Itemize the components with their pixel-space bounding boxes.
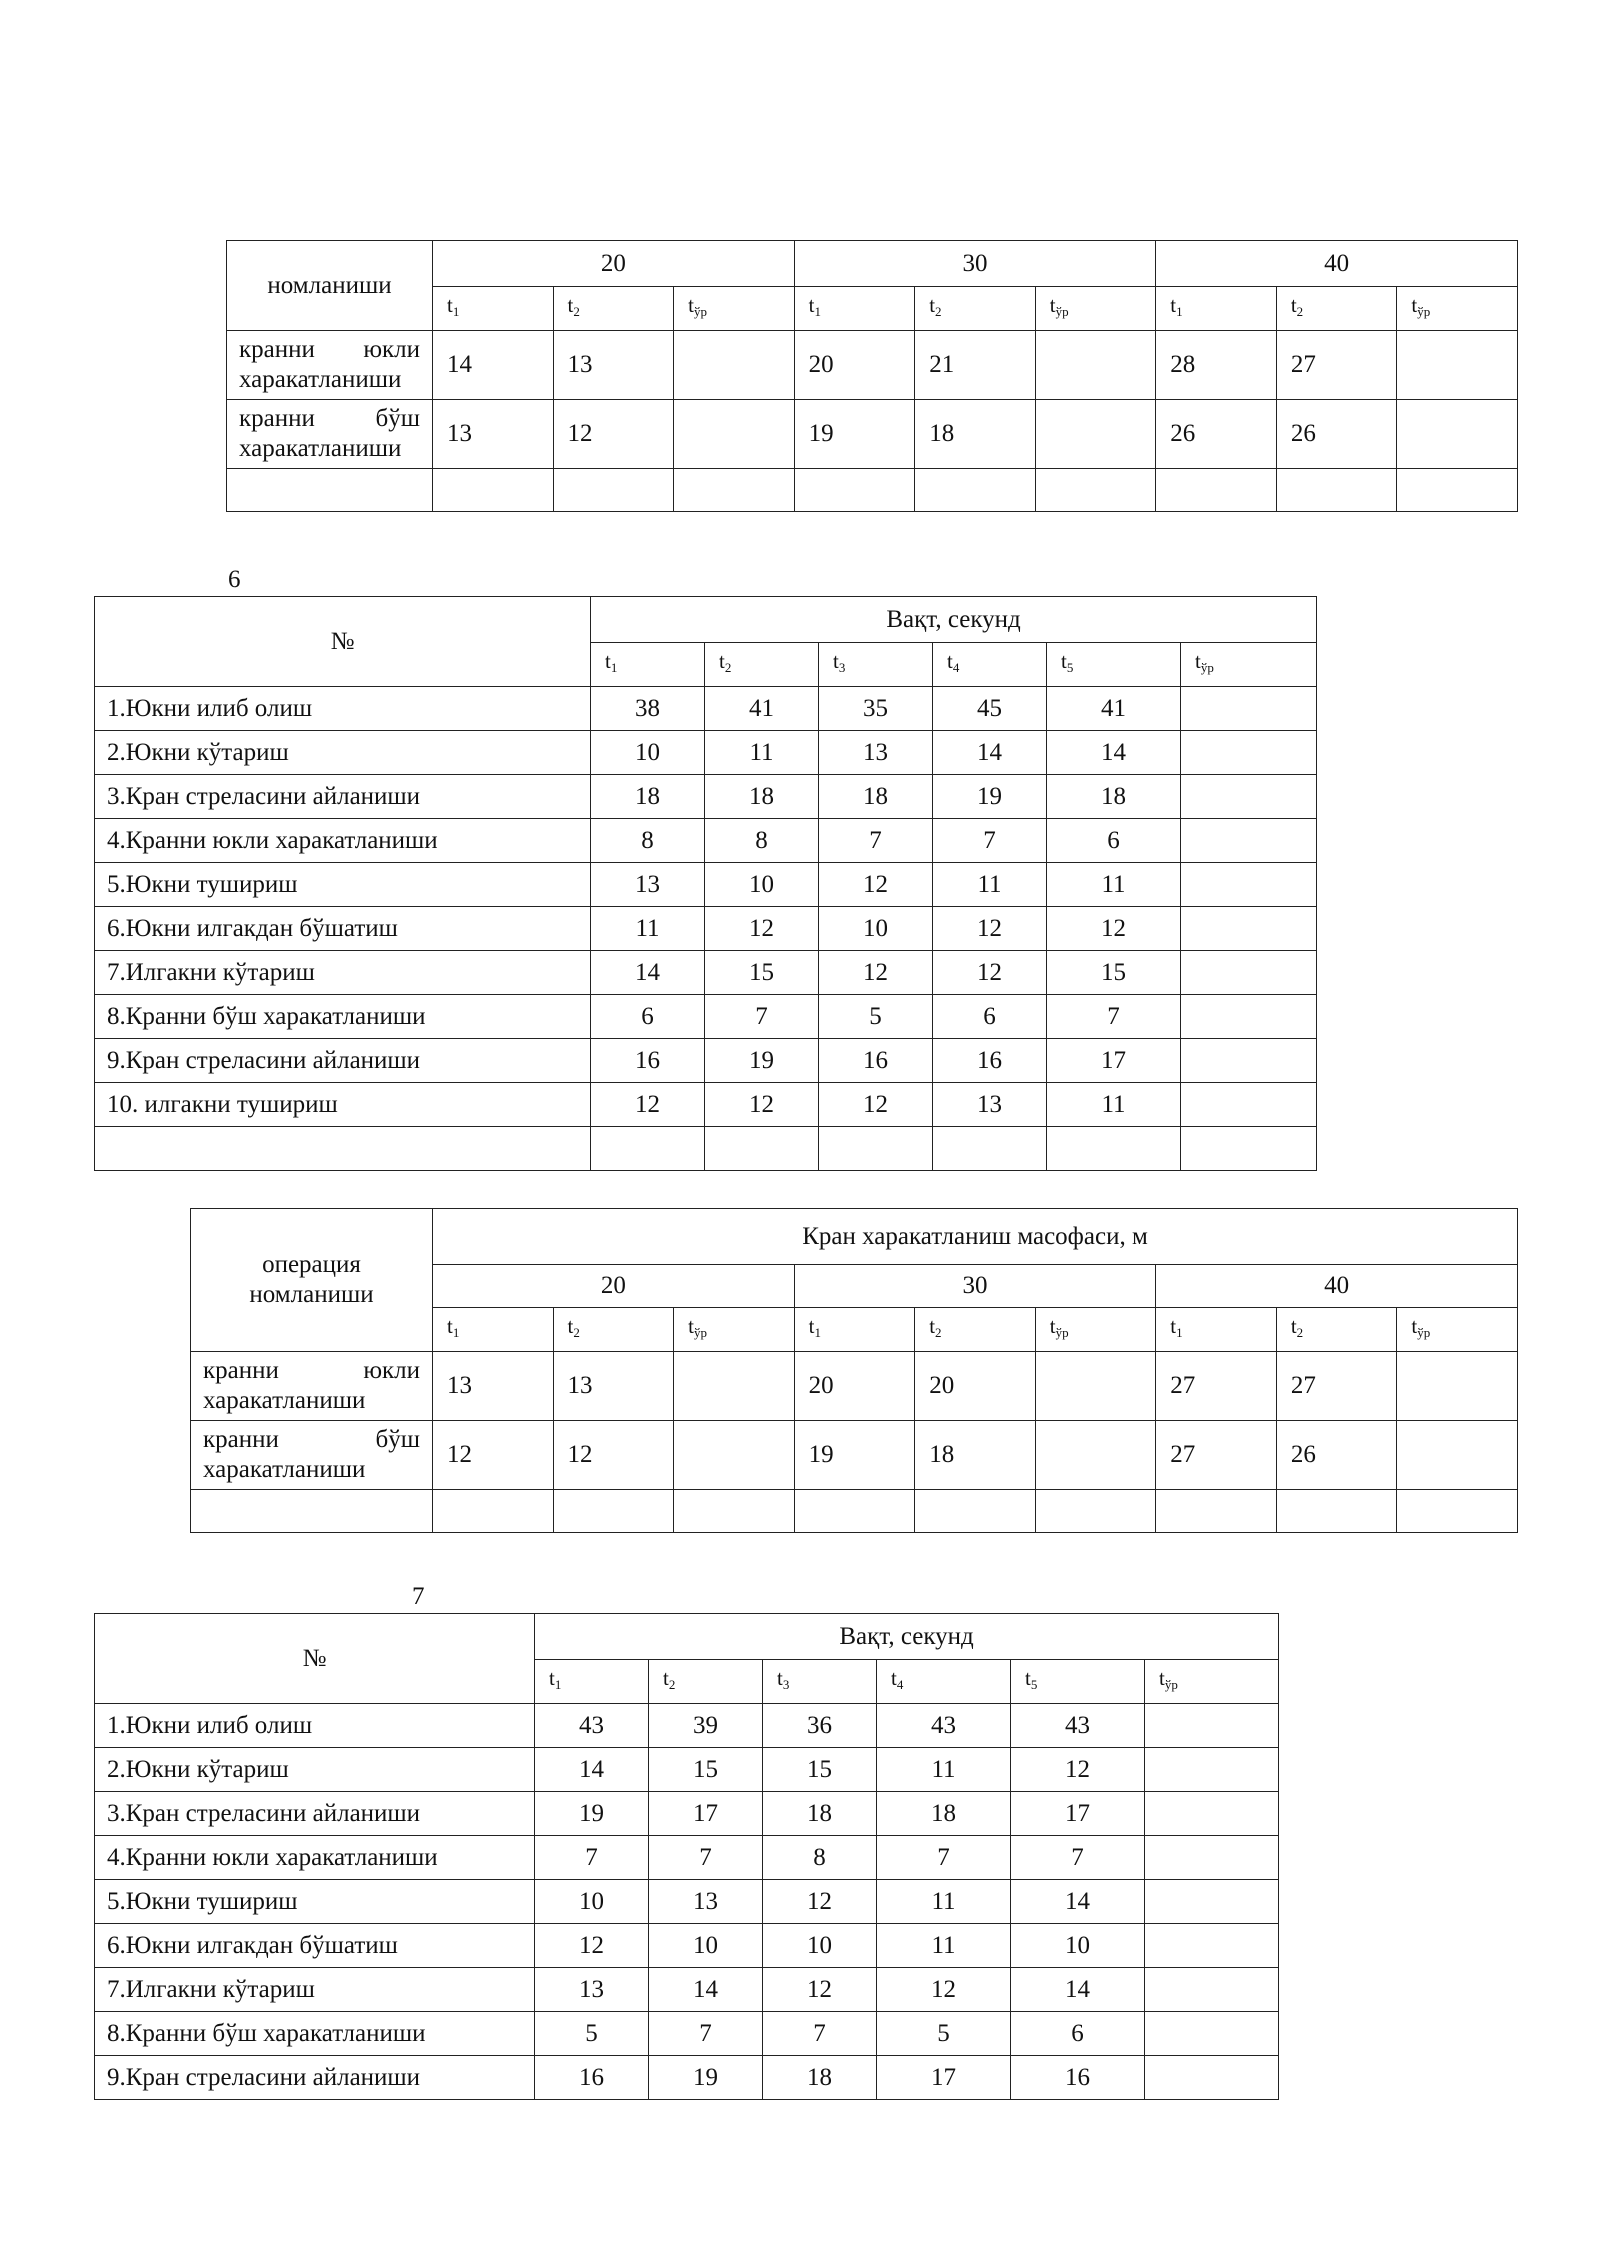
time-value-cell: 35 — [819, 687, 933, 731]
subcol-header: $t_2$ — [553, 287, 674, 331]
time-value-cell: 18 — [763, 2056, 877, 2100]
time-value-cell: 19 — [535, 1792, 649, 1836]
table-row — [95, 687, 1317, 731]
time-value-cell — [1181, 687, 1317, 731]
time-value-cell: 5 — [535, 2012, 649, 2056]
value-cell — [1397, 1421, 1518, 1490]
time-value-cell: 14 — [591, 951, 705, 995]
time-value-cell: 6 — [933, 995, 1047, 1039]
time-value-cell: 15 — [649, 1748, 763, 1792]
time-value-cell: 45 — [933, 687, 1047, 731]
subcol-header: $t_4$ — [877, 1660, 1011, 1704]
time-value-cell: 43 — [535, 1704, 649, 1748]
time-value-cell: 7 — [819, 819, 933, 863]
subcol-header: $t_2$ — [1276, 1308, 1397, 1352]
value-cell: 26 — [1156, 400, 1277, 469]
time-value-cell — [1145, 1704, 1279, 1748]
table-row — [95, 1704, 1279, 1748]
table-row — [95, 1039, 1317, 1083]
value-cell: 21 — [915, 331, 1036, 400]
operation-name-header: операция номланиши — [191, 1209, 433, 1352]
subcol-header: $t_2$ — [553, 1308, 674, 1352]
time-value-cell: 16 — [933, 1039, 1047, 1083]
subcol-header: $t_1$ — [794, 287, 915, 331]
distance-header: 40 — [1156, 1265, 1518, 1308]
value-cell — [674, 400, 795, 469]
value-cell: 27 — [1276, 331, 1397, 400]
value-cell: 28 — [1156, 331, 1277, 400]
time-value-cell: 7 — [933, 819, 1047, 863]
value-cell: 27 — [1156, 1421, 1277, 1490]
time-value-cell: 15 — [1047, 951, 1181, 995]
table-row — [191, 1352, 1518, 1421]
operation-name: 2.Юкни кўтариш — [95, 1748, 535, 1792]
table-row — [95, 863, 1317, 907]
value-cell: 26 — [1276, 1421, 1397, 1490]
subcol-header: $t_2$ — [915, 1308, 1036, 1352]
time-value-cell: 12 — [933, 907, 1047, 951]
operation-name: 6.Юкни илгакдан бўшатиш — [95, 907, 591, 951]
time-value-cell: 15 — [763, 1748, 877, 1792]
time-value-cell: 16 — [819, 1039, 933, 1083]
time-value-cell: 12 — [763, 1880, 877, 1924]
time-value-cell: 18 — [763, 1792, 877, 1836]
subcol-header: $t_3$ — [763, 1660, 877, 1704]
subcol-header: $t_5$ — [1047, 643, 1181, 687]
time-value-cell: 7 — [649, 2012, 763, 2056]
time-value-cell: 16 — [535, 2056, 649, 2100]
value-cell: 12 — [433, 1421, 554, 1490]
operation-name-header: номланиши — [227, 241, 433, 331]
operation-name: 4.Кранни юкли харакатланиши — [95, 1836, 535, 1880]
subcol-header: $t_4$ — [933, 643, 1047, 687]
operation-name: 7.Илгакни кўтариш — [95, 951, 591, 995]
operation-name: 8.Кранни бўш харакатланиши — [95, 995, 591, 1039]
time-value-cell: 6 — [1011, 2012, 1145, 2056]
time-value-cell: 12 — [591, 1083, 705, 1127]
subcol-header: $t_1$ — [794, 1308, 915, 1352]
operation-name: 5.Юкни тушириш — [95, 1880, 535, 1924]
value-cell: 13 — [433, 1352, 554, 1421]
time-value-cell: 7 — [535, 1836, 649, 1880]
time-value-cell: 43 — [1011, 1704, 1145, 1748]
subcol-header: $t_1$ — [1156, 1308, 1277, 1352]
operation-name: 1.Юкни илиб олиш — [95, 1704, 535, 1748]
distance-group-header: Кран харакатланиш масофаси, м — [433, 1209, 1518, 1265]
time-value-cell: 7 — [1047, 995, 1181, 1039]
time-value-cell: 14 — [1011, 1968, 1145, 2012]
value-cell — [674, 331, 795, 400]
time-value-cell: 5 — [819, 995, 933, 1039]
time-value-cell: 12 — [705, 907, 819, 951]
value-cell — [674, 1421, 795, 1490]
value-cell: 18 — [915, 1421, 1036, 1490]
operation-name: 5.Юкни тушириш — [95, 863, 591, 907]
time-value-cell: 39 — [649, 1704, 763, 1748]
time-value-cell: 16 — [1011, 2056, 1145, 2100]
time-value-cell: 8 — [763, 1836, 877, 1880]
time-value-cell — [1145, 2012, 1279, 2056]
time-value-cell — [1145, 1924, 1279, 1968]
time-value-cell: 38 — [591, 687, 705, 731]
time-value-cell: 41 — [1047, 687, 1181, 731]
time-value-cell: 11 — [591, 907, 705, 951]
time-value-cell: 6 — [1047, 819, 1181, 863]
time-value-cell: 13 — [649, 1880, 763, 1924]
time-value-cell: 10 — [535, 1880, 649, 1924]
time-value-cell: 11 — [933, 863, 1047, 907]
table-row — [95, 1880, 1279, 1924]
operation-name: 7.Илгакни кўтариш — [95, 1968, 535, 2012]
operation-name: 3.Кран стреласини айланиши — [95, 775, 591, 819]
value-cell — [1035, 331, 1156, 400]
operation-name: 9.Кран стреласини айланиши — [95, 2056, 535, 2100]
value-cell — [1035, 400, 1156, 469]
table-row-empty — [191, 1490, 1518, 1533]
time-value-cell — [1181, 1083, 1317, 1127]
subcol-header: $t_{ўр}$ — [674, 1308, 795, 1352]
time-value-cell: 12 — [819, 863, 933, 907]
time-value-cell — [1181, 1039, 1317, 1083]
time-value-cell: 18 — [877, 1792, 1011, 1836]
operation-name: 4.Кранни юкли харакатланиши — [95, 819, 591, 863]
subcol-header: $t_{ўр}$ — [1035, 1308, 1156, 1352]
subcol-header: $t_2$ — [649, 1660, 763, 1704]
table-row — [95, 1792, 1279, 1836]
operation-name: 10. илгакни тушириш — [95, 1083, 591, 1127]
time-value-cell — [1181, 951, 1317, 995]
time-value-cell: 18 — [591, 775, 705, 819]
value-cell: 13 — [553, 331, 674, 400]
table-time-seconds-6 — [94, 596, 1317, 1171]
section-number: 7 — [412, 1583, 425, 1610]
time-value-cell: 41 — [705, 687, 819, 731]
time-value-cell: 11 — [705, 731, 819, 775]
number-header: № — [95, 597, 591, 687]
subcol-header: $t_2$ — [915, 287, 1036, 331]
time-value-cell: 36 — [763, 1704, 877, 1748]
table-row — [95, 1968, 1279, 2012]
table-crane-distance-2 — [190, 1208, 1518, 1533]
value-cell: 19 — [794, 1421, 915, 1490]
subcol-header: $t_{ўр}$ — [1397, 287, 1518, 331]
number-header: № — [95, 1614, 535, 1704]
table-row — [95, 951, 1317, 995]
table-row — [95, 907, 1317, 951]
value-cell: 12 — [553, 1421, 674, 1490]
time-value-cell — [1181, 819, 1317, 863]
subcol-header: $t_1$ — [433, 1308, 554, 1352]
table-row — [95, 731, 1317, 775]
operation-name: 2.Юкни кўтариш — [95, 731, 591, 775]
time-value-cell: 13 — [591, 863, 705, 907]
time-value-cell: 8 — [591, 819, 705, 863]
time-value-cell: 18 — [705, 775, 819, 819]
time-value-cell: 17 — [877, 2056, 1011, 2100]
value-cell: 20 — [794, 331, 915, 400]
time-value-cell: 12 — [819, 951, 933, 995]
subcol-header: $t_5$ — [1011, 1660, 1145, 1704]
time-value-cell — [1181, 907, 1317, 951]
value-cell — [1035, 1421, 1156, 1490]
table-crane-distance-1 — [226, 240, 1518, 512]
time-value-cell: 10 — [591, 731, 705, 775]
subcol-header: $t_1$ — [535, 1660, 649, 1704]
time-value-cell: 19 — [933, 775, 1047, 819]
time-value-cell: 10 — [649, 1924, 763, 1968]
time-value-cell: 10 — [1011, 1924, 1145, 1968]
value-cell: 14 — [433, 331, 554, 400]
table-row-empty — [95, 1127, 1317, 1171]
subcol-header: $t_1$ — [591, 643, 705, 687]
time-value-cell: 17 — [649, 1792, 763, 1836]
time-value-cell: 17 — [1047, 1039, 1181, 1083]
operation-name: 8.Кранни бўш харакатланиши — [95, 2012, 535, 2056]
operation-name: 9.Кран стреласини айланиши — [95, 1039, 591, 1083]
time-value-cell: 15 — [705, 951, 819, 995]
distance-header: 20 — [433, 241, 795, 287]
time-value-cell: 12 — [819, 1083, 933, 1127]
distance-header: 20 — [433, 1265, 795, 1308]
value-cell: 26 — [1276, 400, 1397, 469]
value-cell: 27 — [1276, 1352, 1397, 1421]
time-value-cell — [1181, 731, 1317, 775]
time-value-cell — [1145, 1792, 1279, 1836]
table-row — [95, 775, 1317, 819]
time-value-cell — [1145, 2056, 1279, 2100]
value-cell — [1397, 400, 1518, 469]
table-row-empty — [227, 469, 1518, 512]
operation-label: кранни юкли харакатланиши — [191, 1352, 433, 1421]
time-value-cell: 13 — [933, 1083, 1047, 1127]
time-header: Вақт, секунд — [535, 1614, 1279, 1660]
time-value-cell: 11 — [877, 1880, 1011, 1924]
operation-label: кранни бўш харакатланиши — [191, 1421, 433, 1490]
value-cell — [1397, 331, 1518, 400]
distance-header: 30 — [794, 241, 1156, 287]
time-value-cell: 18 — [819, 775, 933, 819]
table-row — [95, 2056, 1279, 2100]
operation-name: 1.Юкни илиб олиш — [95, 687, 591, 731]
subcol-header: $t_1$ — [433, 287, 554, 331]
time-value-cell: 5 — [877, 2012, 1011, 2056]
table-row — [227, 331, 1518, 400]
time-value-cell: 13 — [535, 1968, 649, 2012]
value-cell — [674, 1352, 795, 1421]
time-value-cell: 17 — [1011, 1792, 1145, 1836]
time-value-cell — [1181, 775, 1317, 819]
table-row — [95, 2012, 1279, 2056]
value-cell — [1035, 1352, 1156, 1421]
operation-name: 3.Кран стреласини айланиши — [95, 1792, 535, 1836]
table-time-seconds-7 — [94, 1613, 1279, 2100]
subcol-header: $t_{ўр}$ — [1397, 1308, 1518, 1352]
table-row — [95, 1748, 1279, 1792]
table-row — [95, 819, 1317, 863]
table-row — [191, 1421, 1518, 1490]
subcol-header: $t_2$ — [1276, 287, 1397, 331]
time-value-cell: 11 — [1047, 863, 1181, 907]
time-value-cell: 12 — [1047, 907, 1181, 951]
time-value-cell: 10 — [763, 1924, 877, 1968]
value-cell: 20 — [915, 1352, 1036, 1421]
time-value-cell: 11 — [1047, 1083, 1181, 1127]
time-value-cell: 14 — [535, 1748, 649, 1792]
value-cell: 12 — [553, 400, 674, 469]
operation-name: 6.Юкни илгакдан бўшатиш — [95, 1924, 535, 1968]
time-value-cell: 7 — [705, 995, 819, 1039]
time-value-cell: 18 — [1047, 775, 1181, 819]
time-value-cell: 7 — [649, 1836, 763, 1880]
time-value-cell — [1181, 863, 1317, 907]
value-cell — [1397, 1352, 1518, 1421]
time-value-cell — [1145, 1836, 1279, 1880]
time-value-cell: 11 — [877, 1924, 1011, 1968]
time-value-cell: 10 — [819, 907, 933, 951]
subcol-header: $t_2$ — [705, 643, 819, 687]
distance-header: 30 — [794, 1265, 1156, 1308]
time-value-cell — [1181, 995, 1317, 1039]
table-row — [227, 400, 1518, 469]
time-value-cell: 16 — [591, 1039, 705, 1083]
operation-label: кранни бўш харакатланиши — [227, 400, 433, 469]
time-value-cell — [1145, 1748, 1279, 1792]
value-cell: 19 — [794, 400, 915, 469]
time-value-cell: 7 — [1011, 1836, 1145, 1880]
section-number: 6 — [228, 566, 241, 593]
time-value-cell: 12 — [763, 1968, 877, 2012]
time-value-cell: 12 — [705, 1083, 819, 1127]
time-value-cell: 14 — [1047, 731, 1181, 775]
operation-label: кранни юкли харакатланиши — [227, 331, 433, 400]
time-value-cell: 8 — [705, 819, 819, 863]
table-row — [95, 1836, 1279, 1880]
time-value-cell: 14 — [933, 731, 1047, 775]
time-value-cell: 12 — [1011, 1748, 1145, 1792]
subcol-header: $t_{ўр}$ — [1035, 287, 1156, 331]
table-row — [95, 1083, 1317, 1127]
value-cell: 13 — [553, 1352, 674, 1421]
subcol-header: $t_3$ — [819, 643, 933, 687]
time-value-cell: 12 — [933, 951, 1047, 995]
subcol-header: $t_{ўр}$ — [1145, 1660, 1279, 1704]
time-value-cell: 12 — [877, 1968, 1011, 2012]
table-row — [95, 995, 1317, 1039]
time-value-cell — [1145, 1880, 1279, 1924]
distance-header: 40 — [1156, 241, 1518, 287]
time-value-cell: 14 — [649, 1968, 763, 2012]
time-value-cell: 10 — [705, 863, 819, 907]
time-value-cell: 7 — [763, 2012, 877, 2056]
time-value-cell: 11 — [877, 1748, 1011, 1792]
time-header: Вақт, секунд — [591, 597, 1317, 643]
time-value-cell: 13 — [819, 731, 933, 775]
table-row — [95, 1924, 1279, 1968]
time-value-cell: 14 — [1011, 1880, 1145, 1924]
time-value-cell: 7 — [877, 1836, 1011, 1880]
time-value-cell: 19 — [649, 2056, 763, 2100]
time-value-cell — [1145, 1968, 1279, 2012]
subcol-header: $t_{ўр}$ — [674, 287, 795, 331]
subcol-header: $t_{ўр}$ — [1181, 643, 1317, 687]
value-cell: 27 — [1156, 1352, 1277, 1421]
subcol-header: $t_1$ — [1156, 287, 1277, 331]
value-cell: 13 — [433, 400, 554, 469]
value-cell: 20 — [794, 1352, 915, 1421]
time-value-cell: 43 — [877, 1704, 1011, 1748]
time-value-cell: 12 — [535, 1924, 649, 1968]
time-value-cell: 6 — [591, 995, 705, 1039]
value-cell: 18 — [915, 400, 1036, 469]
time-value-cell: 19 — [705, 1039, 819, 1083]
